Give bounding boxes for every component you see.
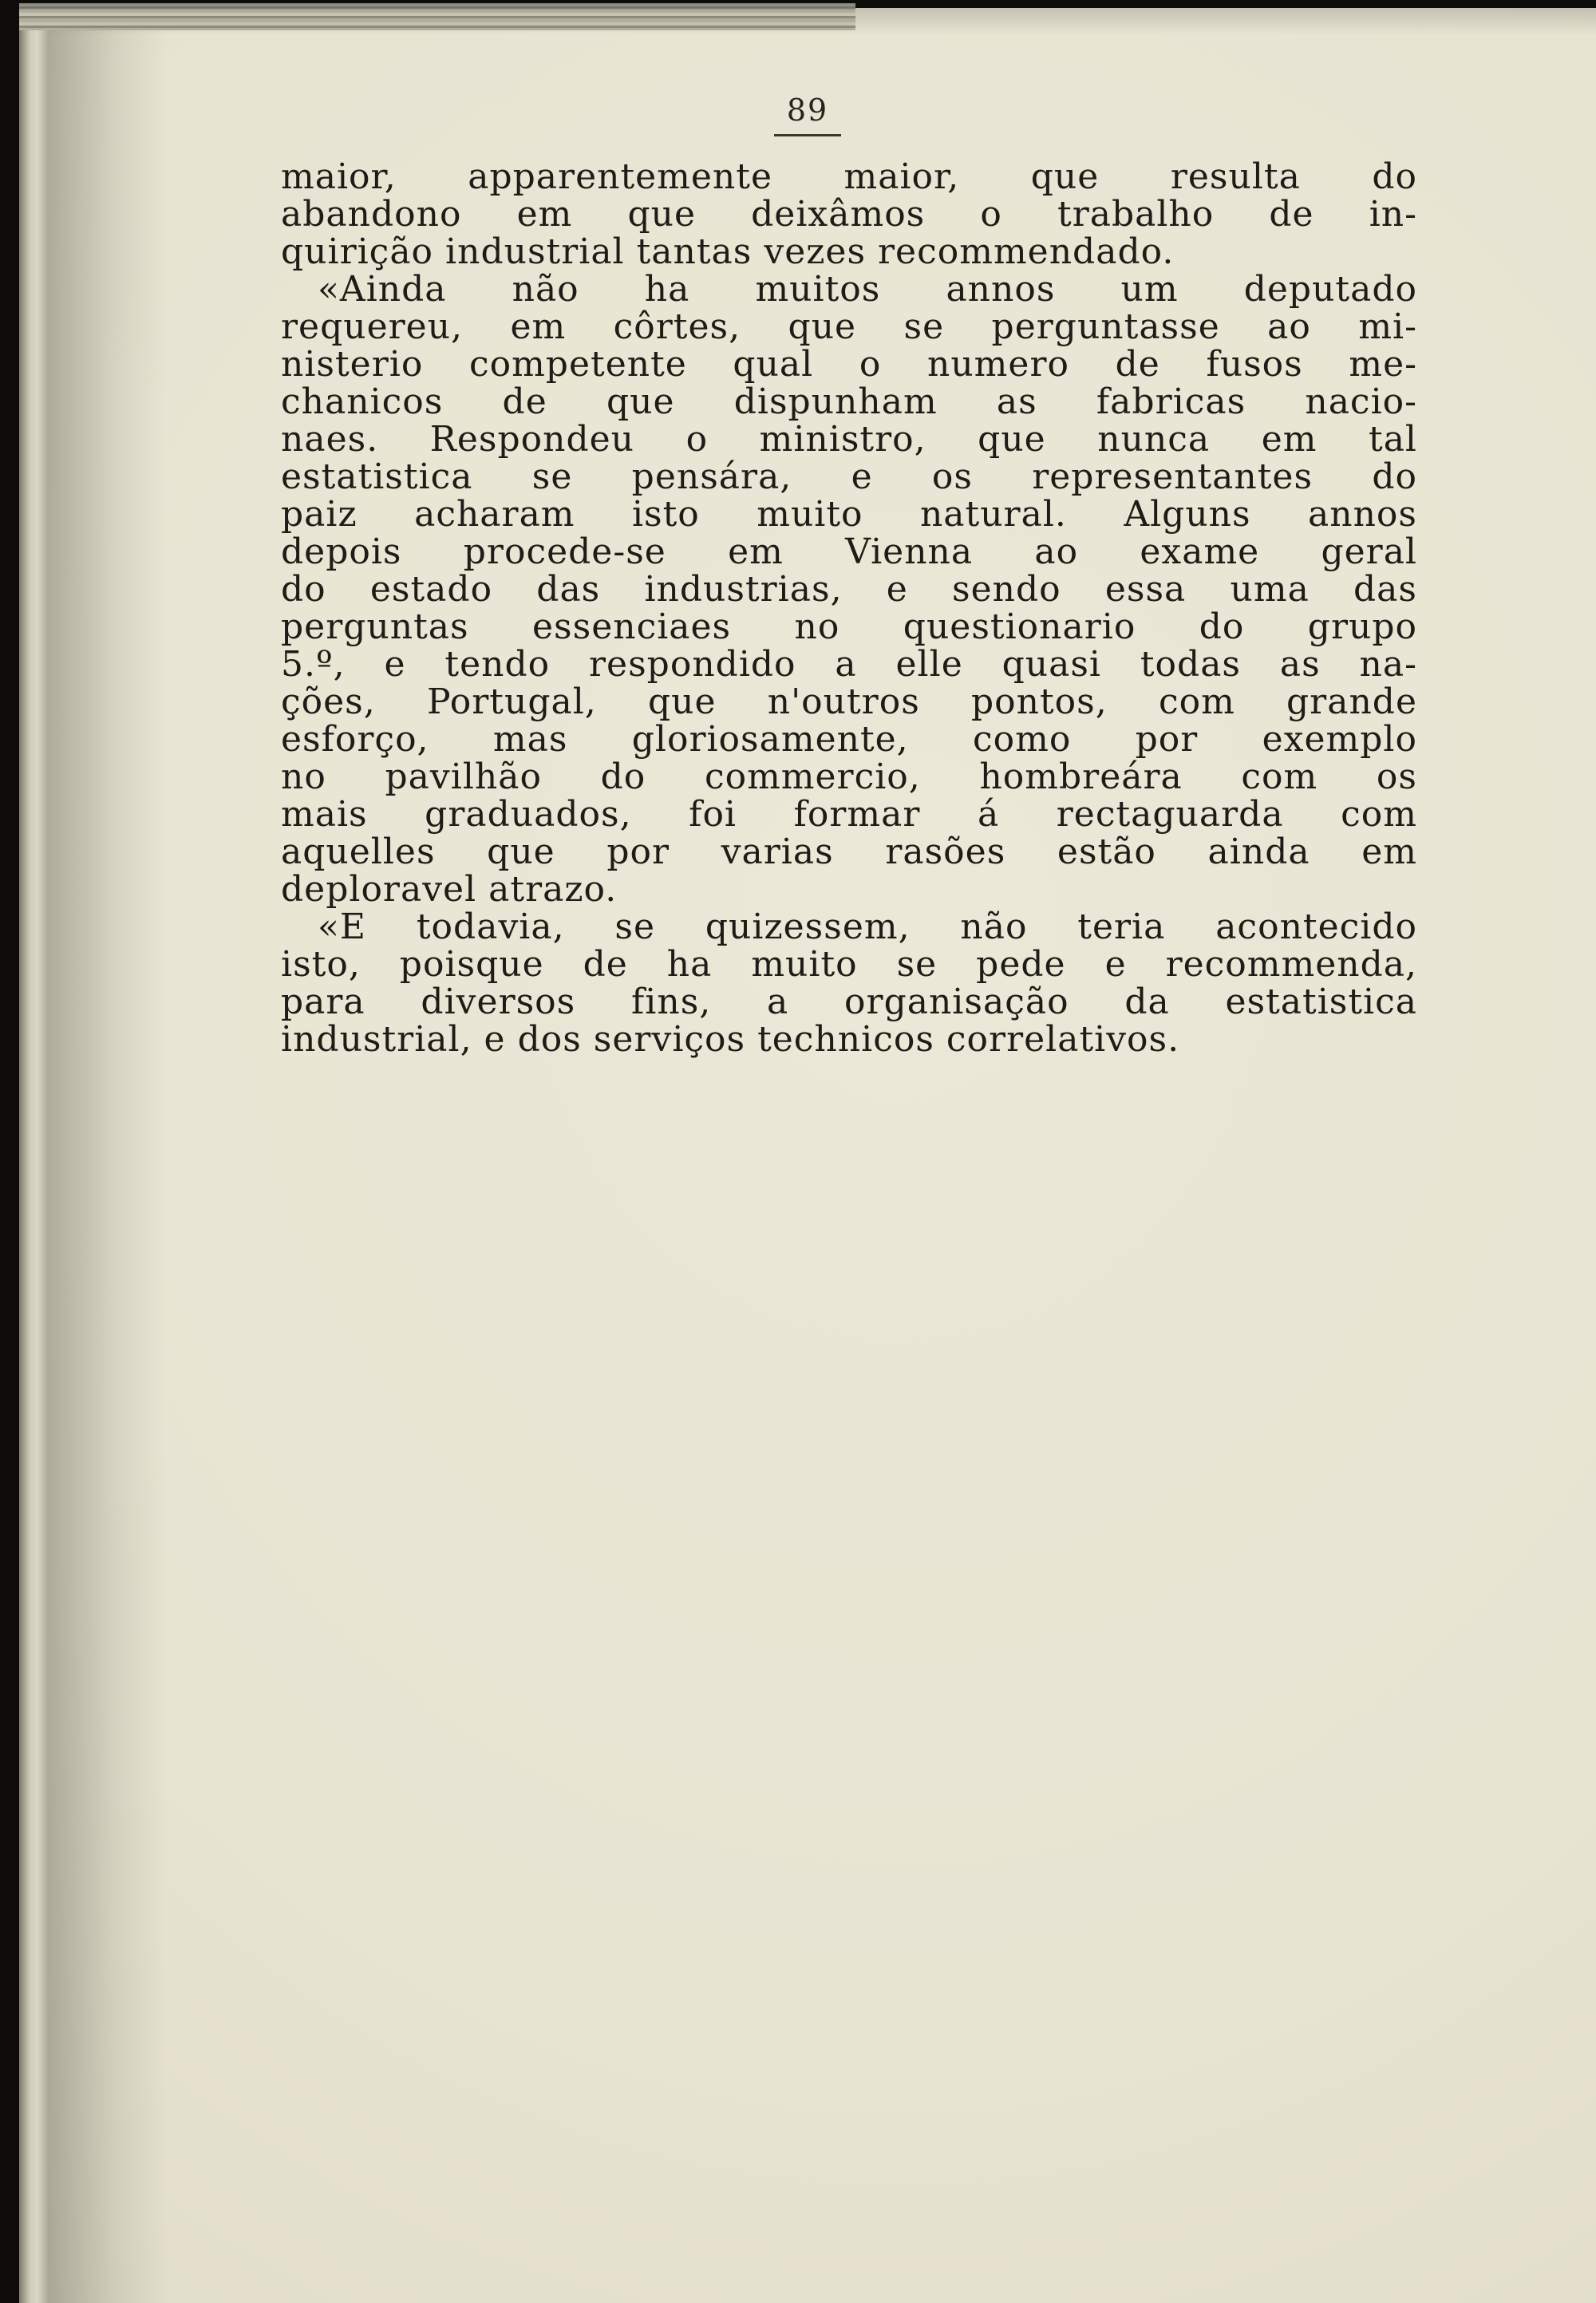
text-line: do estado das industrias, e sendo essa uma das [281,569,1417,610]
text-line: ções, Portugal, que n'outros pontos, com grande [281,681,1417,722]
text-line: deploravel atrazo. [281,869,618,910]
text-line: naes. Respondeu o ministro, que nunca em tal [281,419,1417,460]
text-line: nisterio competente qual o numero de fusos me- [281,344,1417,385]
text-line: quirição industrial tantas vezes recommendado. [281,231,1175,272]
text-line: estatistica se pensára, e os representantes do [281,456,1417,497]
page-number [744,93,871,136]
book-top-page-stack [19,3,855,30]
text-line: requereu, em côrtes, que se perguntasse ao mi- [281,306,1417,347]
text-line: paiz acharam isto muito natural. Alguns annos [281,494,1417,535]
text-line: aquelles que por varias rasões estão ainda em [281,832,1417,872]
page [48,8,1596,2303]
paragraph [281,158,1417,271]
text-line: perguntas essenciaes no questionario do grupo [281,606,1417,647]
text-line: esforço, mas gloriosamente, como por exemplo [281,719,1417,760]
page-number-text: 89 [774,93,841,136]
text-line: «E todavia, se quizessem, não teria acontecido [318,907,1417,947]
paragraph [281,908,1417,1058]
book-left-page-edge [19,5,49,2303]
text-line: para diversos fins, a organisação da estatistica [281,982,1417,1022]
text-line: no pavilhão do commercio, hombreára com os [281,756,1417,797]
text-line: mais graduados, foi formar á rectaguarda com [281,794,1417,835]
text-line: chanicos de que dispunham as fabricas nacio- [281,381,1417,422]
text-line: industrial, e dos serviços technicos correlativos. [281,1019,1180,1060]
text-line: maior, apparentemente maior, que resulta do [281,156,1417,197]
text-line: 5.º, e tendo respondido a elle quasi todas as na- [281,644,1417,685]
text-line: «Ainda não ha muitos annos um deputado [318,269,1417,310]
text-line: abandono em que deixâmos o trabalho de in- [281,194,1417,235]
text-block [281,158,1417,1058]
text-line: depois procede-se em Vienna ao exame geral [281,531,1417,572]
paragraph [281,271,1417,908]
text-line: isto, poisque de ha muito se pede e recommenda, [281,944,1417,985]
